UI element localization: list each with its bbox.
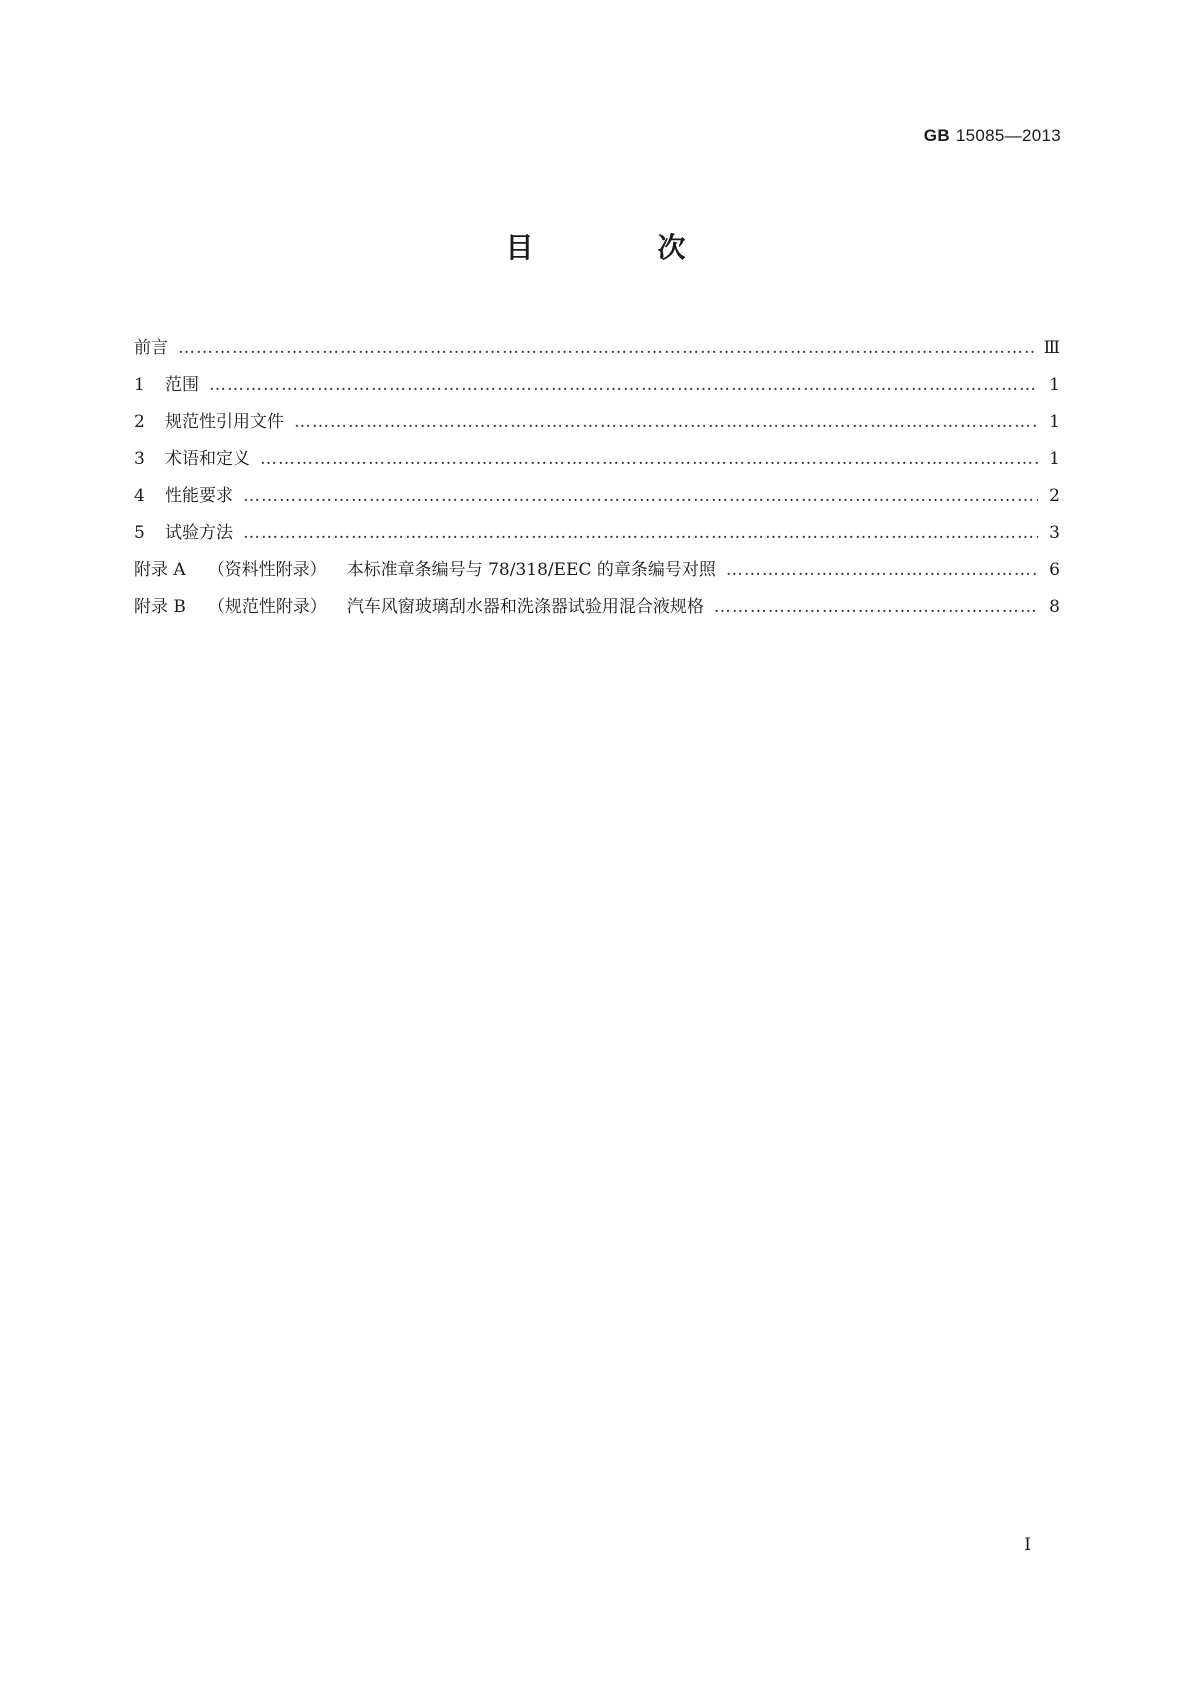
toc-entry-scope[interactable]: [134, 367, 1060, 404]
table-of-contents: [134, 330, 1060, 626]
toc-annex-type: （规范性附录）: [207, 597, 327, 617]
toc-entry-annex-a[interactable]: [134, 552, 1060, 589]
toc-leader: [260, 441, 1038, 478]
toc-page-number: Ⅲ: [1043, 338, 1060, 358]
toc-page-number: 2: [1049, 486, 1060, 506]
toc-page-number: 1: [1049, 375, 1060, 395]
toc-label: 术语和定义: [165, 449, 250, 469]
toc-label: 前言: [134, 338, 168, 358]
toc-label: 范围: [165, 375, 199, 395]
toc-label: 性能要求: [165, 486, 233, 506]
toc-entry-normative-references[interactable]: [134, 404, 1060, 441]
toc-section-number: 3: [134, 449, 145, 469]
toc-annex-title: 汽车风窗玻璃刮水器和洗涤器试验用混合液规格: [346, 597, 704, 617]
toc-entry-performance-requirements[interactable]: [134, 478, 1060, 515]
toc-label: 试验方法: [165, 523, 233, 543]
standard-prefix: GB: [923, 126, 950, 145]
toc-page-number: 3: [1049, 523, 1060, 543]
toc-entry-annex-b[interactable]: [134, 589, 1060, 626]
toc-label: 规范性引用文件: [165, 412, 284, 432]
toc-annex-title: 本标准章条编号与 78/318/EEC 的章条编号对照: [346, 560, 716, 580]
toc-page-number: 6: [1049, 560, 1060, 580]
toc-label: 附录 B: [134, 597, 186, 617]
page-number: I: [1024, 1535, 1031, 1555]
toc-leader: [243, 478, 1038, 515]
toc-entry-test-methods[interactable]: [134, 515, 1060, 552]
toc-leader: [209, 367, 1038, 404]
standard-number: [924, 126, 1061, 146]
toc-leader: [294, 404, 1038, 441]
toc-leader: [714, 589, 1038, 626]
toc-entry-terms-definitions[interactable]: [134, 441, 1060, 478]
toc-section-number: 1: [134, 375, 145, 395]
toc-section-number: 5: [134, 523, 145, 543]
toc-leader: [243, 515, 1038, 552]
toc-page-number: 1: [1049, 412, 1060, 432]
toc-section-number: 4: [134, 486, 145, 506]
toc-leader: [178, 330, 1034, 367]
toc-section-number: 2: [134, 412, 145, 432]
page-title: 目 次: [505, 231, 734, 264]
toc-annex-type: （资料性附录）: [207, 560, 327, 580]
toc-leader: [726, 552, 1038, 589]
toc-entry-foreword[interactable]: [134, 330, 1060, 367]
standard-code: 15085—2013: [955, 126, 1061, 145]
toc-label: 附录 A: [134, 560, 186, 580]
toc-page-number: 8: [1049, 597, 1060, 617]
toc-page-number: 1: [1049, 449, 1060, 469]
